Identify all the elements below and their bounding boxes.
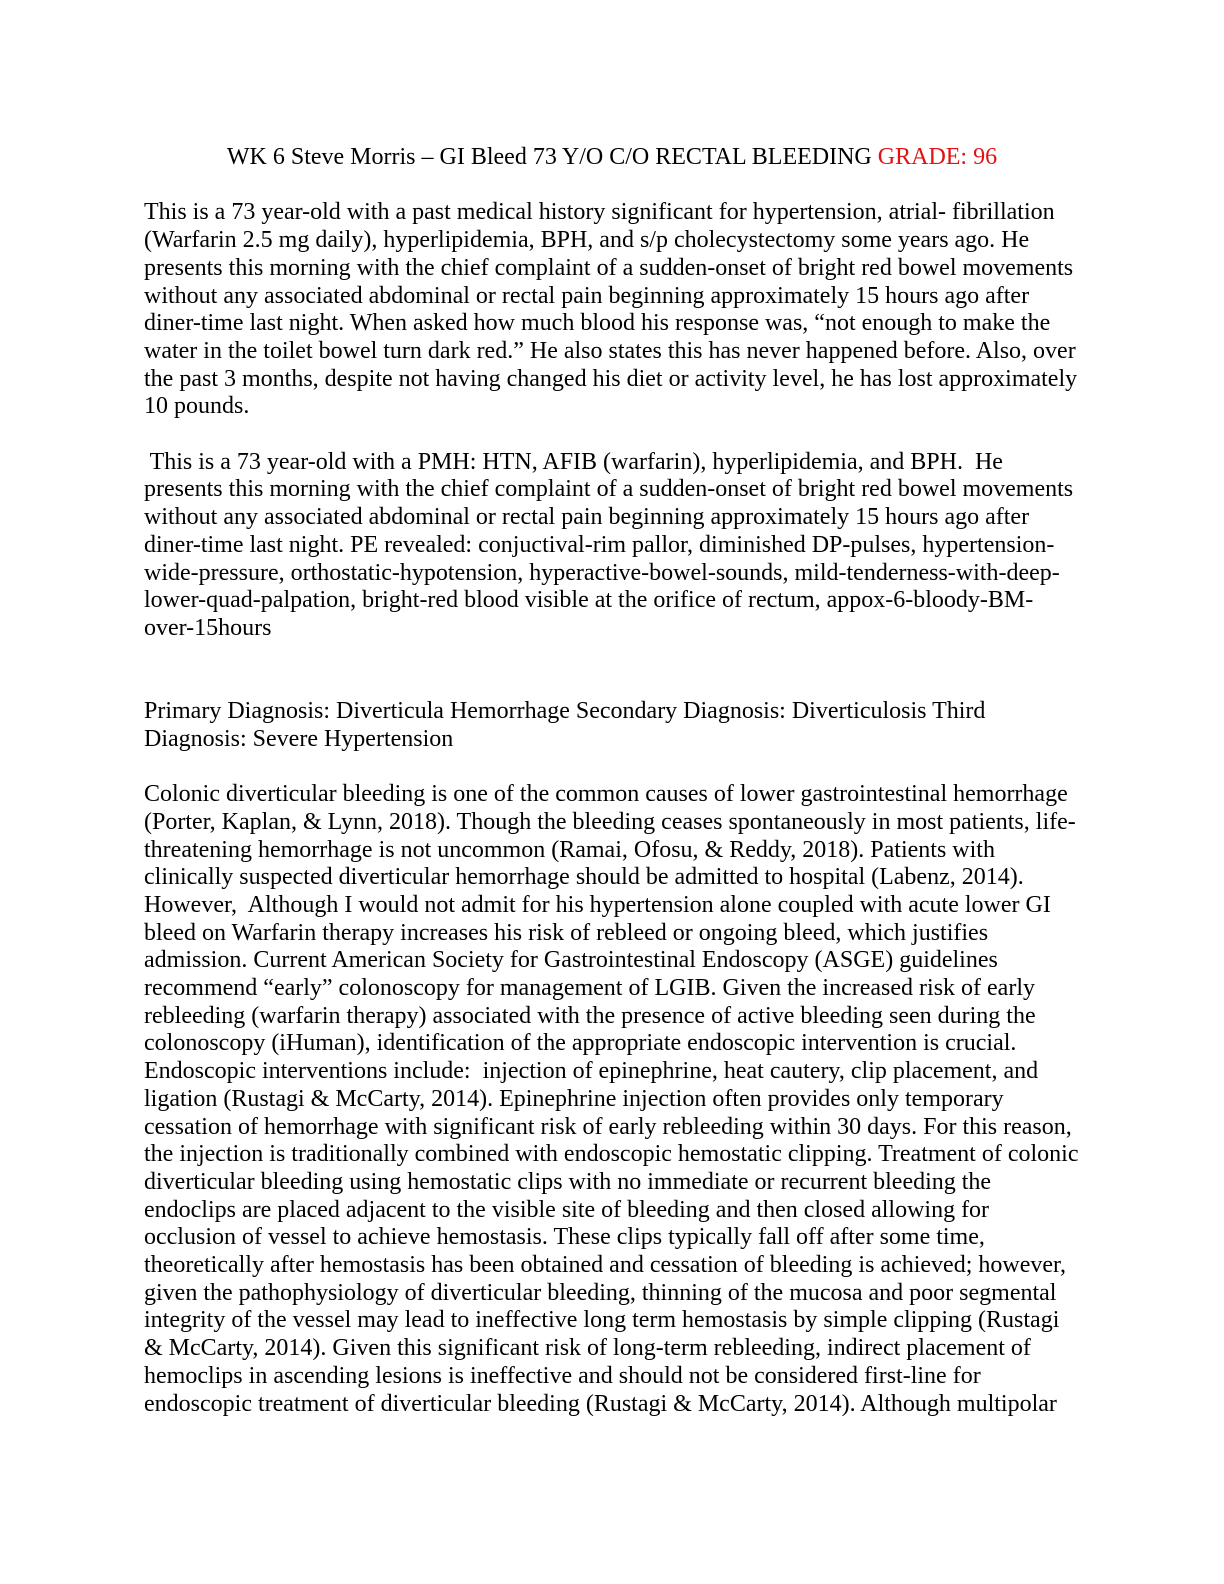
paragraph (144, 781, 1080, 1418)
text-line: (Porter, Kaplan, & Lynn, 2018). Though the bleeding ceases spontaneously in most patients, life- (144, 808, 1076, 835)
text-line: without any associated abdominal or rectal pain beginning approximately 15 hours ago after (144, 282, 1030, 309)
text-line: (Warfarin 2.5 mg daily), hyperlipidemia, BPH, and s/p cholecystectomy some years ago. He (144, 227, 1030, 254)
text-line: water in the toilet bowel turn dark red.” He also states this has never happened before. Also, over (144, 337, 1076, 364)
text-line: endoclips are placed adjacent to the visible site of bleeding and then closed allowing for (144, 1196, 990, 1223)
text-line: without any associated abdominal or rectal pain beginning approximately 15 hours ago after (144, 504, 1030, 531)
text-line: given the pathophysiology of diverticular bleeding, thinning of the mucosa and poor segmental (144, 1279, 1057, 1306)
paragraph (144, 449, 1080, 643)
text-line: However, Although I would not admit for his hypertension alone coupled with acute lower GI (144, 891, 1051, 918)
text-line: cessation of hemorrhage with significant risk of early rebleeding within 30 days. For this reason, (144, 1113, 1072, 1140)
text-line: occlusion of vessel to achieve hemostasis. These clips typically fall off after some time, (144, 1224, 985, 1251)
text-line: This is a 73 year-old with a past medical history significant for hypertension, atrial- fibrillation (144, 199, 1055, 226)
text-line: clinically suspected diverticular hemorrhage should be admitted to hospital (Labenz, 2014). (144, 864, 1024, 891)
text-line: over-15hours (144, 614, 272, 641)
text-line: endoscopic treatment of diverticular bleeding (Rustagi & McCarty, 2014). Although multipolar (144, 1390, 1057, 1417)
text-line: admission. Current American Society for Gastrointestinal Endoscopy (ASGE) guidelines (144, 947, 998, 974)
text-line: diner-time last night. When asked how much blood his response was, “not enough to make the (144, 310, 1051, 337)
text-line: presents this morning with the chief complaint of a sudden-onset of bright red bowel movements (144, 254, 1074, 281)
text-line: Primary Diagnosis: Diverticula Hemorrhage Secondary Diagnosis: Diverticulosis Third (144, 698, 986, 725)
document-title (144, 144, 1080, 172)
title-grade-text: GRADE: 96 (877, 144, 998, 170)
text-line: diner-time last night. PE revealed: conjuctival-rim pallor, diminished DP-pulses, hypertension- (144, 531, 1055, 558)
text-line: ligation (Rustagi & McCarty, 2014). Epinephrine injection often provides only temporary (144, 1085, 1004, 1112)
document-body (144, 199, 1080, 1418)
paragraph (144, 199, 1080, 421)
text-line: This is a 73 year-old with a PMH: HTN, AFIB (warfarin), hyperlipidemia, and BPH. He (144, 448, 1003, 475)
text-line: bleed on Warfarin therapy increases his risk of rebleed or ongoing bleed, which justifies (144, 919, 989, 946)
title-text: WK 6 Steve Morris – GI Bleed 73 Y/O C/O RECTAL BLEEDING (226, 144, 878, 170)
text-line: diverticular bleeding using hemostatic clips with no immediate or recurrent bleeding the (144, 1168, 992, 1195)
text-line: the past 3 months, despite not having changed his diet or activity level, he has lost approximately (144, 365, 1078, 392)
text-line: threatening hemorrhage is not uncommon (Ramai, Ofosu, & Reddy, 2018). Patients with (144, 836, 995, 863)
text-line: Diagnosis: Severe Hypertension (144, 725, 454, 752)
text-line: Endoscopic interventions include: injection of epinephrine, heat cautery, clip placement, and (144, 1058, 1039, 1085)
text-line: 10 pounds. (144, 393, 250, 420)
text-line: the injection is traditionally combined with endoscopic hemostatic clipping. Treatment of colonic (144, 1141, 1079, 1168)
text-line: lower-quad-palpation, bright-red blood visible at the orifice of rectum, appox-6-bloody-BM- (144, 587, 1034, 614)
text-line: wide-pressure, orthostatic-hypotension, hyperactive-bowel-sounds, mild-tenderness-with-deep- (144, 559, 1060, 586)
text-line: hemoclips in ascending lesions is ineffective and should not be considered first-line for (144, 1362, 981, 1389)
text-line: presents this morning with the chief complaint of a sudden-onset of bright red bowel movements (144, 476, 1074, 503)
text-line: & McCarty, 2014). Given this significant risk of long-term rebleeding, indirect placement of (144, 1335, 1031, 1362)
text-line: integrity of the vessel may lead to ineffective long term hemostasis by simple clipping (Rustagi (144, 1307, 1060, 1334)
text-line: recommend “early” colonoscopy for management of LGIB. Given the increased risk of early (144, 975, 1035, 1002)
paragraph (144, 698, 1080, 753)
text-line: colonoscopy (iHuman), identification of the appropriate endoscopic intervention is crucial. (144, 1030, 1017, 1057)
text-line: rebleeding (warfarin therapy) associated with the presence of active bleeding seen during the (144, 1002, 1036, 1029)
text-line: theoretically after hemostasis has been obtained and cessation of bleeding is achieved; however, (144, 1252, 1067, 1279)
text-line: Colonic diverticular bleeding is one of the common causes of lower gastrointestinal hemorrhage (144, 781, 1068, 808)
